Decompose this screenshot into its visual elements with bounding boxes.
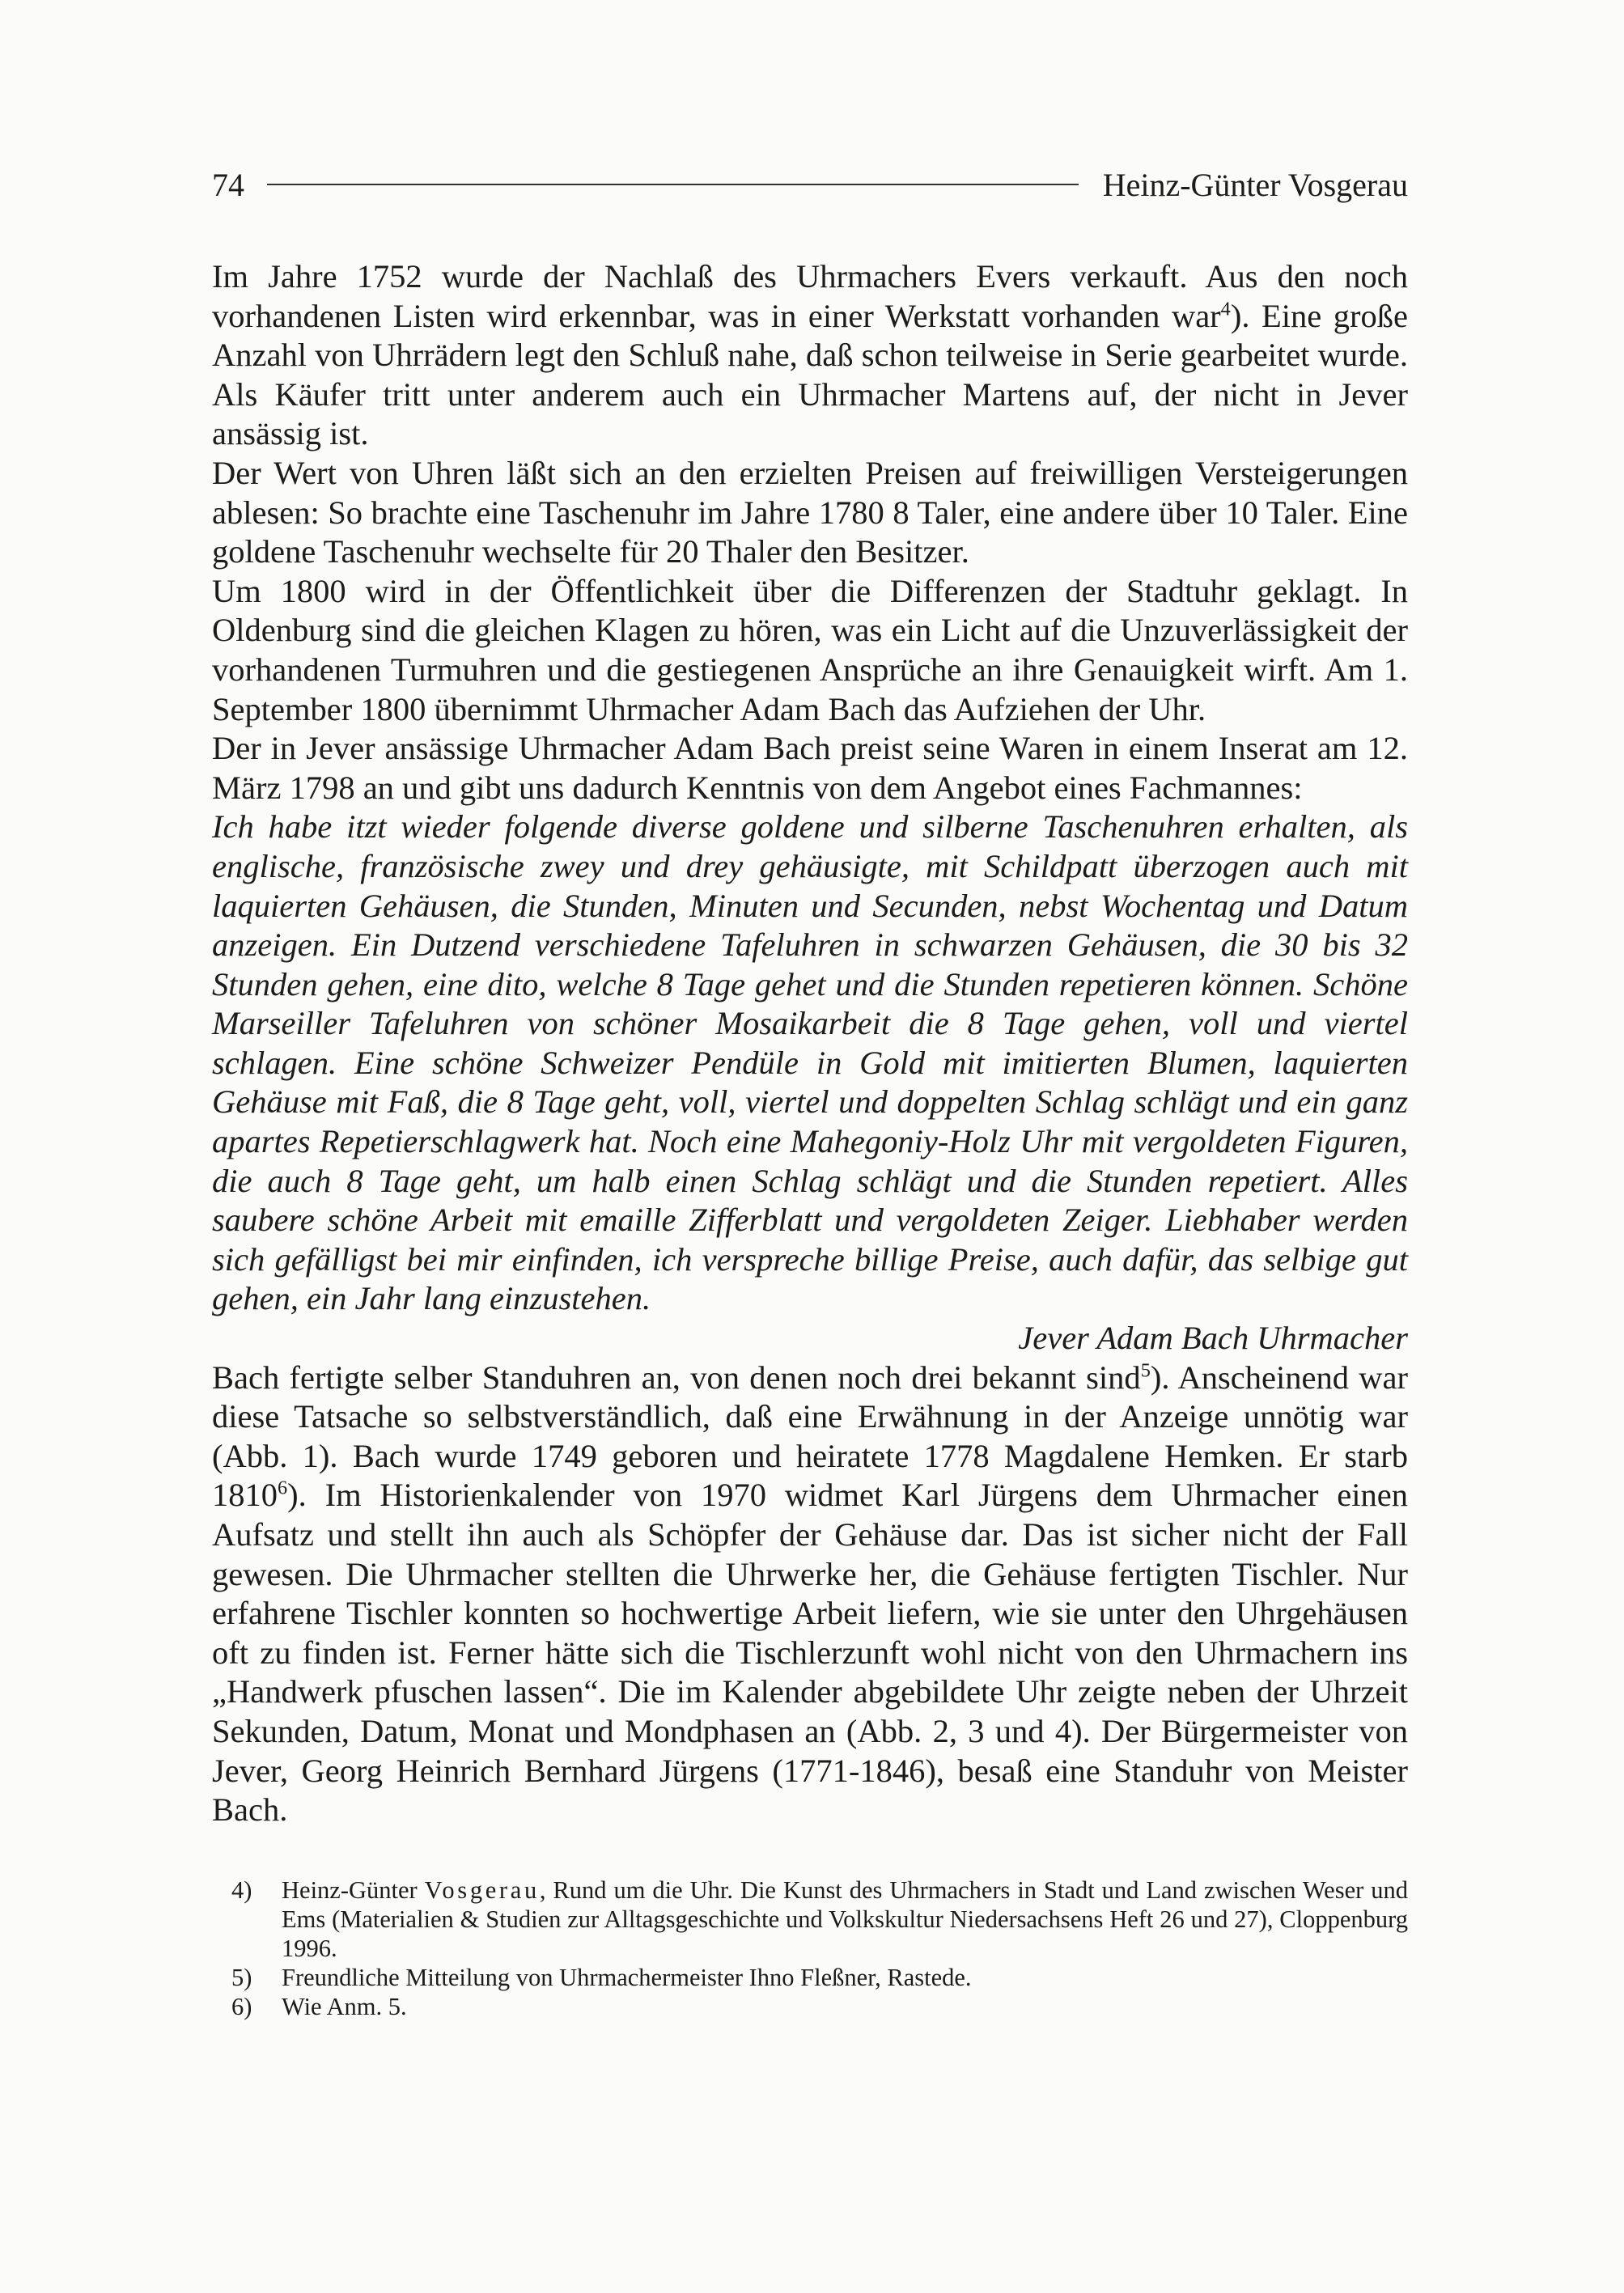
running-head — [212, 160, 1408, 209]
paragraph-5 — [212, 1358, 1408, 1830]
footnote-number: 5) — [231, 1964, 252, 1991]
footnote-number: 6) — [231, 1993, 252, 2020]
paragraph-5-text-c: ). Im Historienkalender von 1970 widmet Karl Jürgens dem Uhrmacher einen Aufsatz und stellt ihn auch als Schöpfer der Gehäuse dar. Das ist sicher nicht der Fall gewesen. Die Uhrmacher stellten die Uhrwerke her, die Gehäuse fertigten Tischler. Nur erfahrene Tischler konnten so hochwertige Arbeit liefern, wie sie unter den Uhrgehäusen oft zu finden ist. Ferner hätte sich die Tischlerzunft wohl nicht von den Uhrmachern ins „Handwerk pfuschen lassen“. Die im Kalender abgebildete Uhr zeigte neben der Uhrzeit Sekunden, Datum, Monat und Mondphasen an (Abb. 2, 3 und 4). Der Bürgermeister von Jever, Georg Heinrich Bernhard Jürgens (1771-1846), besaß eine Standuhr von Meister Bach. — [212, 1477, 1408, 1829]
paragraph-5-text-b: ). Anscheinend war diese Tatsache so selbstverständlich, daß eine Erwähnung in der Anzeige unnötig war (Abb. 1). Bach wurde 1749 geboren und heiratete 1778 Magdalene Hemken. Er starb 1810 — [212, 1358, 1409, 1514]
paragraph-4: Der in Jever ansässige Uhrmacher Adam Bach preist seine Waren in einem Inserat am 12. März 1798 an und gibt uns dadurch Kenntnis von dem Angebot eines Fachmannes: — [212, 730, 1408, 806]
advertisement-quote: Ich habe itzt wieder folgende diverse goldene und silberne Taschenuhren erhalten, als englische, französische zwey und drey gehäusigte, mit Schildpatt überzogen auch mit laquierten Gehäusen, die Stunden, Minuten und Secunden, nebst Wochentag und Datum anzeigen. Ein Dutzend verschiedene Tafeluhren in schwarzen Gehäusen, die 30 bis 32 Stunden gehen, eine dito, welche 8 Tage gehet und die Stunden repetieren können. Schöne Marseiller Tafeluhren von schöner Mosaikarbeit die 8 Tage gehen, voll und viertel schlagen. Eine schöne Schweizer Pendüle in Gold mit imitierten Blumen, laquierten Gehäuse mit Faß, die 8 Tage geht, voll, viertel und doppelten Schlag schlägt und ein ganz apartes Repetierschlagwerk hat. Noch eine Mahegoniy-Holz Uhr mit vergoldeten Figuren, die auch 8 Tage geht, um halb einen Schlag schlägt und die Stunden repetiert. Alles saubere schöne Arbeit mit emaille Zifferblatt und vergoldeten Zeiger. Liebhaber werden sich gefälligst bei mir einfinden, ich verspreche billige Preise, auch dafür, das selbige gut gehen, ein Jahr lang einzustehen. — [212, 808, 1408, 1317]
footnote-author-first: Heinz-Günter — [282, 1876, 425, 1904]
footnote-5 — [212, 1963, 1408, 1992]
footnote-6 — [212, 1992, 1408, 2021]
footnote-ref-6: 6 — [278, 1477, 288, 1499]
paragraph-1 — [212, 257, 1408, 454]
footnote-author-surname: Vosgerau — [424, 1876, 540, 1904]
footnote-citation: , Rund um die Uhr. Die Kunst des Uhrmachers in Stadt und Land zwischen Weser und Ems (Materialien & Studien zur Alltagsgeschichte und Volkskultur Niedersachsens Heft 26 und 27), Cloppenburg 1996. — [282, 1876, 1408, 1962]
quote-signature: Jever Adam Bach Uhrmacher — [1018, 1320, 1408, 1357]
footnotes — [212, 1876, 1408, 2021]
footnote-text: Wie Anm. 5. — [282, 1993, 407, 2020]
paragraph-2: Der Wert von Uhren läßt sich an den erzielten Preisen auf freiwilligen Versteigerungen ablesen: So brachte eine Taschenuhr im Jahre 1780 8 Taler, eine andere über 10 Taler. Eine goldene Taschenuhr wechselte für 20 Thaler den Besitzer. — [212, 454, 1408, 570]
paragraph-5-text-a: Bach fertigte selber Standuhren an, von denen noch drei bekannt sind — [212, 1358, 1141, 1396]
footnote-4 — [212, 1876, 1408, 1963]
page-number: 74 — [212, 166, 244, 203]
paragraph-1-text-b: ). Eine große Anzahl von Uhrrädern legt den Schluß nahe, daß schon teilweise in Serie gearbeitet wurde. Als Käufer tritt unter anderem auch ein Uhrmacher Martens auf, der nicht in Jever ansässig ist. — [212, 297, 1409, 452]
footnote-ref-4: 4 — [1220, 298, 1231, 320]
footnote-number: 4) — [231, 1876, 252, 1904]
footnote-text — [282, 1876, 1408, 1963]
footnote-text: Freundliche Mitteilung von Uhrmachermeister Ihno Fleßner, Rastede. — [282, 1964, 972, 1991]
footnote-ref-5: 5 — [1140, 1359, 1151, 1382]
paragraph-1-text-a: Im Jahre 1752 wurde der Nachlaß des Uhrmachers Evers verkauft. Aus den noch vorhandenen Listen wird erkennbar, was in einer Werkstatt vorhanden war — [212, 258, 1408, 334]
body-text — [212, 257, 1408, 1830]
header-author: Heinz-Günter Vosgerau — [1102, 166, 1408, 203]
header-rule — [267, 184, 1079, 185]
paragraph-3: Um 1800 wird in der Öffentlichkeit über die Differenzen der Stadtuhr geklagt. In Oldenburg sind die gleichen Klagen zu hören, was ein Licht auf die Unzuverlässigkeit der vorhandenen Turmuhren und die gestiegenen Ansprüche an ihre Genauigkeit wirft. Am 1. September 1800 übernimmt Uhrmacher Adam Bach das Aufziehen der Uhr. — [212, 572, 1408, 727]
